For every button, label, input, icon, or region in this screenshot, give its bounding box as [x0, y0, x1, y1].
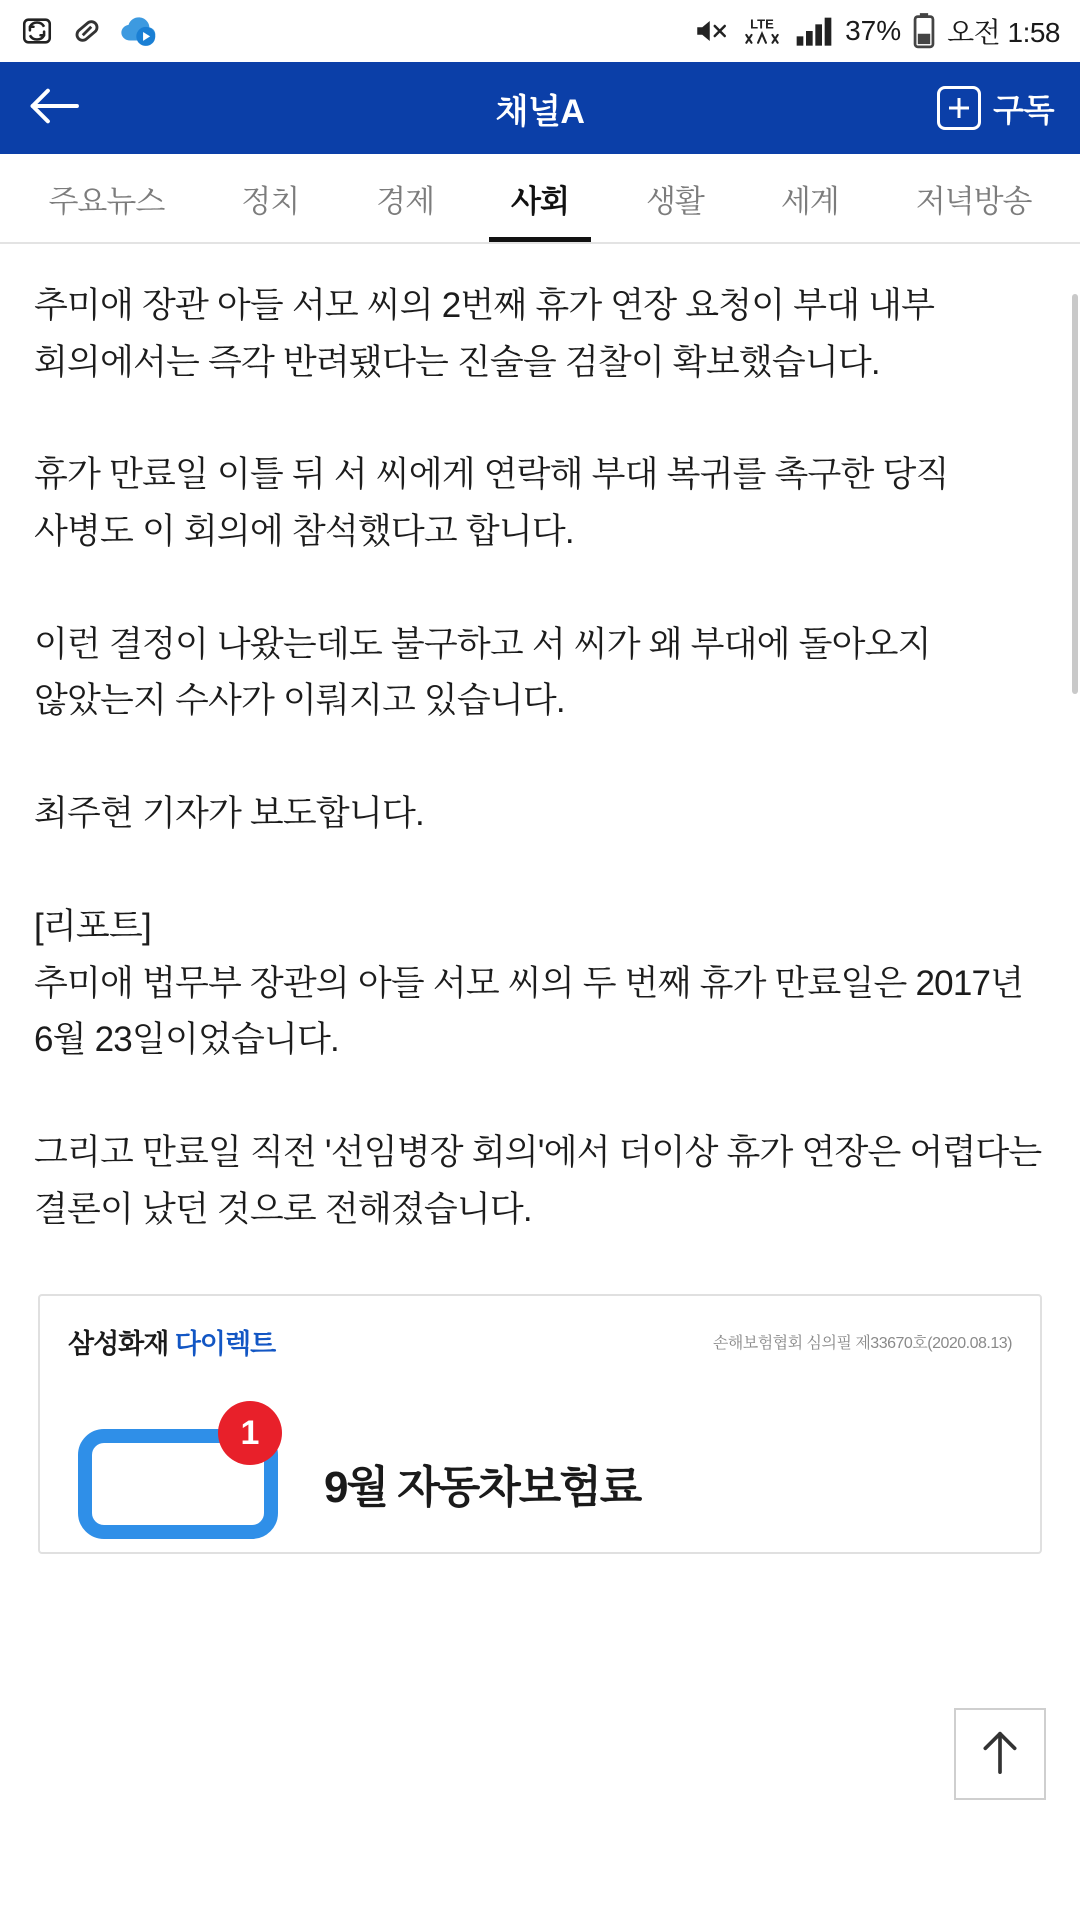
tab-economy[interactable]: 경제 [376, 183, 435, 219]
rotate-lock-icon [20, 14, 54, 48]
ad-brand-primary: 삼성화재 [68, 1329, 175, 1360]
cloud-sync-icon [120, 14, 158, 48]
tab-politics[interactable]: 정치 [241, 183, 300, 219]
subscribe-label: 구독 [993, 92, 1054, 128]
tab-world[interactable]: 세계 [780, 183, 839, 219]
article-paragraph: 휴가 만료일 이틀 뒤 서 씨에게 연락해 부대 복귀를 촉구한 당직 사병도 이 회의에 참석했다고 합니다. [34, 455, 949, 552]
ad-brand-secondary: 다이렉트 [174, 1329, 276, 1360]
scroll-to-top-button[interactable] [954, 1708, 1046, 1800]
article-paragraph: 최주현 기자가 보도합니다. [34, 794, 424, 834]
advertisement-banner[interactable] [38, 1294, 1042, 1554]
app-bar [0, 62, 1080, 154]
article-paragraph: 그리고 만료일 직전 '선임병장 회의'에서 더이상 휴가 연장은 어렵다는 결론이 났던 것으로 전해졌습니다. [34, 1132, 1042, 1229]
pill-icon [70, 14, 104, 48]
plus-icon [937, 86, 981, 130]
ad-graphic [68, 1401, 298, 1521]
ad-badge: 1 [218, 1401, 282, 1465]
tab-life[interactable]: 생활 [645, 183, 704, 219]
battery-percent-label: 37% [845, 15, 902, 46]
status-bar-right-icons [693, 11, 1060, 51]
status-bar [0, 0, 1080, 62]
battery-icon [913, 13, 935, 49]
article-body [0, 244, 1080, 1918]
lte-icon [741, 14, 783, 48]
ad-brand-label [68, 1322, 275, 1361]
ad-headline: 9월 자동차보험료 [324, 1463, 641, 1513]
signal-bars-icon [795, 15, 833, 47]
tab-society[interactable]: 사회 [473, 154, 608, 242]
back-button[interactable] [26, 80, 82, 136]
ad-content [68, 1401, 1012, 1521]
ad-header [68, 1322, 1012, 1361]
clock-label: 오전 1:58 [947, 17, 1060, 48]
status-bar-left-icons [20, 14, 158, 48]
article-report-tag: [리포트] [34, 906, 151, 946]
tab-main-news[interactable]: 주요뉴스 [48, 183, 165, 219]
category-tabs [0, 154, 1080, 244]
article-paragraph: 이런 결정이 나왔는데도 불구하고 서 씨가 왜 부대에 돌아오지 않았는지 수사가 이뤄지고 있습니다. [34, 624, 931, 721]
tab-evening-broadcast[interactable]: 저녁방송 [915, 183, 1032, 219]
arrow-up-icon [978, 1728, 1022, 1781]
mute-icon [693, 16, 729, 46]
page-title: 채널A [495, 92, 585, 131]
back-arrow-icon [28, 86, 80, 131]
ad-disclaimer-text: 손해보험협회 심의필 제33670호(2020.08.13) [712, 1335, 1012, 1353]
vertical-scrollbar[interactable] [1072, 294, 1078, 694]
article-paragraph: 추미애 장관 아들 서모 씨의 2번째 휴가 연장 요청이 부대 내부 회의에서는 즉각 반려됐다는 진술을 검찰이 확보했습니다. [34, 286, 935, 382]
subscribe-button[interactable] [937, 85, 1054, 131]
article-paragraph: 추미애 법무부 장관의 아들 서모 씨의 두 번째 휴가 만료일은 2017년 6월 23일이었습니다. [34, 963, 1024, 1060]
svg-text:LTE: LTE [750, 16, 774, 32]
